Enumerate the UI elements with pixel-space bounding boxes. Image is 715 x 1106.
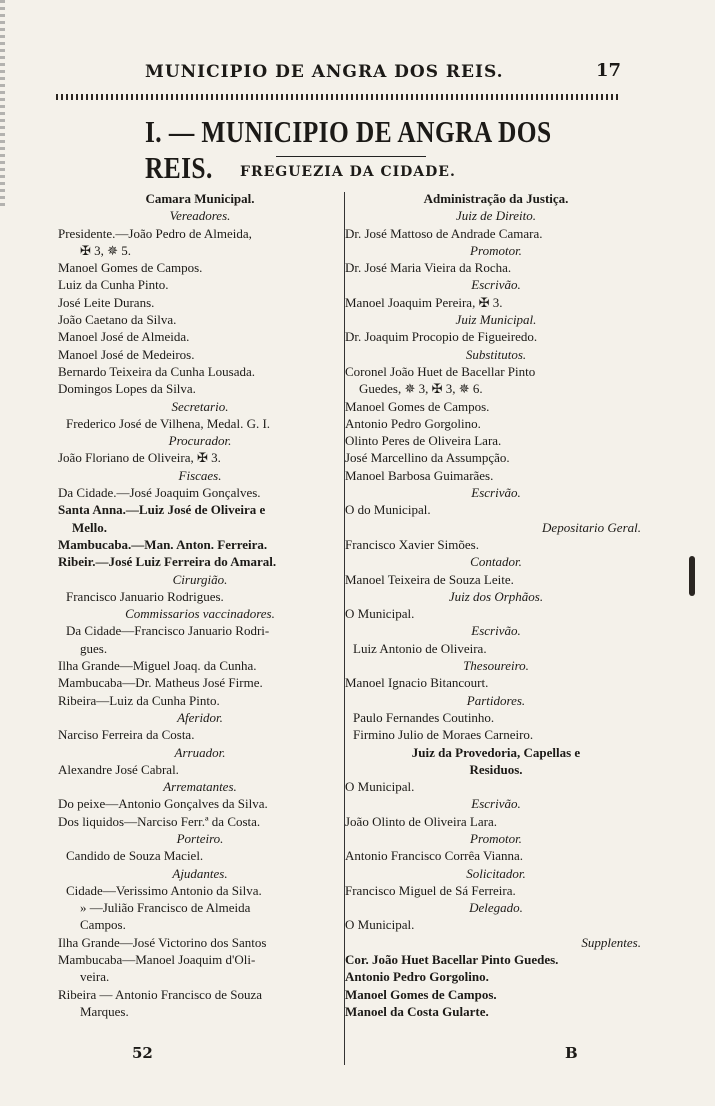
role-heading: Ajudantes. <box>172 865 228 881</box>
entry-line: Manoel José de Medeiros. <box>58 346 195 362</box>
entry-line: Antonio Francisco Corrêa Vianna. <box>345 848 524 864</box>
role-heading: Aferidor. <box>177 709 223 725</box>
entry-line: Mambucaba—Manoel Joaquim d'Oli- <box>58 952 256 968</box>
entry-line: Paulo Fernandes Coutinho. <box>353 709 495 725</box>
section-heading: Camara Municipal. <box>145 191 255 206</box>
entry-line: Dos liquidos—Narciso Ferr.ª da Costa. <box>58 813 261 829</box>
entry-line: Guedes, ✵ 3, ✠ 3, ✵ 6. <box>359 381 483 397</box>
role-heading: Escrivão. <box>471 485 521 501</box>
role-heading: Arrematantes. <box>163 779 237 795</box>
entry-line: Da Cidade—Francisco Januario Rodri- <box>66 623 270 639</box>
entry-line: gues. <box>80 640 108 656</box>
running-header: MUNICIPIO DE ANGRA DOS REIS. <box>145 62 504 82</box>
role-heading: Substitutos. <box>465 346 527 362</box>
entry-line: Manoel Barbosa Guimarães. <box>345 467 494 483</box>
entry-line: Ribeira—Luiz da Cunha Pinto. <box>58 692 220 708</box>
entry-line: João Caetano da Silva. <box>58 312 177 328</box>
ornamental-rule <box>56 94 621 100</box>
entry-line: Candido de Souza Maciel. <box>66 848 204 864</box>
role-heading: Partidores. <box>466 692 526 708</box>
entry-line: Da Cidade.—José Joaquim Gonçalves. <box>58 485 261 501</box>
signature-mark: B <box>565 1044 578 1062</box>
role-heading: Commissarios vaccinadores. <box>125 606 275 622</box>
entry-line: Coronel João Huet de Bacellar Pinto <box>345 363 536 379</box>
entry-line: Santa Anna.—Luiz José de Oliveira e <box>58 502 266 518</box>
entry-line: Manoel Teixeira de Souza Leite. <box>345 571 514 587</box>
entry-line: Ilha Grande—José Victorino dos Santos <box>58 934 267 950</box>
entry-line: Dr. Joaquim Procopio de Figueiredo. <box>345 329 538 345</box>
entry-line: O Municipal. <box>345 606 415 622</box>
role-heading: Depositario Geral. <box>542 519 641 535</box>
ink-blot <box>689 556 695 596</box>
section-heading: Administração da Justiça. <box>423 191 569 206</box>
section-heading: Juiz da Provedoria, Capellas e <box>411 744 581 760</box>
role-heading: Escrivão. <box>471 277 521 293</box>
entry-line: Olinto Peres de Oliveira Lara. <box>345 433 502 449</box>
entry-line: Manoel Gomes de Campos. <box>345 986 497 1002</box>
entry-line: Mambucaba.—Man. Anton. Ferreira. <box>58 536 268 552</box>
entry-line: Manoel Ignacio Bitancourt. <box>345 675 489 691</box>
entry-line: Francisco Januario Rodrigues. <box>66 588 224 604</box>
role-heading: Escrivão. <box>471 623 521 639</box>
page-number: 17 <box>596 60 622 81</box>
entry-line: O Municipal. <box>345 917 415 933</box>
entry-line: Narciso Ferreira da Costa. <box>58 727 195 743</box>
entry-line: veira. <box>80 969 110 985</box>
entry-line: Bernardo Teixeira da Cunha Lousada. <box>58 363 256 379</box>
role-heading: Vereadores. <box>169 208 231 224</box>
role-heading: Supplentes. <box>581 934 641 950</box>
role-heading: Cirurgião. <box>172 571 228 587</box>
entry-line: Dr. José Mattoso de Andrade Camara. <box>345 225 543 241</box>
role-heading: Procurador. <box>168 433 232 449</box>
entry-line: Luiz Antonio de Oliveira. <box>353 640 487 656</box>
role-heading: Secretario. <box>171 398 229 414</box>
entry-line: Manoel da Costa Gularte. <box>345 1003 489 1019</box>
entry-line: Mello. <box>72 519 108 535</box>
left-column <box>58 190 342 1020</box>
role-heading: Porteiro. <box>176 830 224 846</box>
section-subtitle: FREGUEZIA DA CIDADE. <box>240 164 456 180</box>
entry-line: José Leite Durans. <box>58 294 155 310</box>
entry-line: Ilha Grande—Miguel Joaq. da Cunha. <box>58 658 257 674</box>
entry-line: Francisco Miguel de Sá Ferreira. <box>345 882 516 898</box>
entry-line: Dr. José Maria Vieira da Rocha. <box>345 260 512 276</box>
entry-line: João Floriano de Oliveira, ✠ 3. <box>58 450 221 466</box>
entry-line: Frederico José de Vilhena, Medal. G. I. <box>66 415 271 431</box>
entry-line: Ribeir.—José Luiz Ferreira do Amaral. <box>58 554 277 570</box>
entry-line: Marques. <box>80 1003 129 1019</box>
role-heading: Promotor. <box>470 242 522 258</box>
title-underline <box>276 156 426 157</box>
entry-line: Presidente.—João Pedro de Almeida, <box>58 225 252 241</box>
entry-line: Francisco Xavier Simões. <box>345 536 479 552</box>
entry-line: Antonio Pedro Gorgolino. <box>345 969 489 985</box>
entry-line: Campos. <box>80 917 126 933</box>
right-column <box>345 190 647 1020</box>
sheet-number: 52 <box>132 1044 153 1062</box>
entry-line: Alexandre José Cabral. <box>58 761 179 777</box>
entry-line: » —Julião Francisco de Almeida <box>80 900 251 916</box>
entry-line: Do peixe—Antonio Gonçalves da Silva. <box>58 796 268 812</box>
entry-line: O do Municipal. <box>345 502 431 518</box>
role-heading: Juiz Municipal. <box>455 312 537 328</box>
entry-line: Cidade—Verissimo Antonio da Silva. <box>66 882 262 898</box>
role-heading: Thesoureiro. <box>463 658 529 674</box>
role-heading: Promotor. <box>470 830 522 846</box>
binding-edge-mark <box>0 0 5 210</box>
role-heading: Contador. <box>470 554 522 570</box>
entry-line: Manoel Gomes de Campos. <box>345 398 490 414</box>
role-heading: Delegado. <box>469 900 523 916</box>
role-heading: Solicitador. <box>466 865 526 881</box>
entry-line: Manoel Gomes de Campos. <box>58 260 203 276</box>
entry-line: Firmino Julio de Moraes Carneiro. <box>353 727 534 743</box>
entry-line: Manoel Joaquim Pereira, ✠ 3. <box>345 294 503 310</box>
page-title: I. — MUNICIPIO DE ANGRA DOS REIS. <box>145 114 552 185</box>
role-heading: Juiz de Direito. <box>455 208 537 224</box>
role-heading: Arruador. <box>174 744 226 760</box>
section-heading: Residuos. <box>469 761 523 777</box>
entry-line: O Municipal. <box>345 779 415 795</box>
entry-line: Antonio Pedro Gorgolino. <box>345 415 481 431</box>
entry-line: Luiz da Cunha Pinto. <box>58 277 169 293</box>
role-heading: Fiscaes. <box>178 467 222 483</box>
entry-line: Manoel José de Almeida. <box>58 329 190 345</box>
entry-line: ✠ 3, ✵ 5. <box>80 242 132 258</box>
entry-line: Mambucaba—Dr. Matheus José Firme. <box>58 675 263 691</box>
role-heading: Juiz dos Orphãos. <box>448 588 544 604</box>
entry-line: Ribeira — Antonio Francisco de Souza <box>58 986 262 1002</box>
entry-line: João Olinto de Oliveira Lara. <box>345 813 497 829</box>
entry-line: Domingos Lopes da Silva. <box>58 381 196 397</box>
role-heading: Escrivão. <box>471 796 521 812</box>
entry-line: José Marcellino da Assumpção. <box>345 450 510 466</box>
entry-line: Cor. João Huet Bacellar Pinto Guedes. <box>345 952 559 968</box>
